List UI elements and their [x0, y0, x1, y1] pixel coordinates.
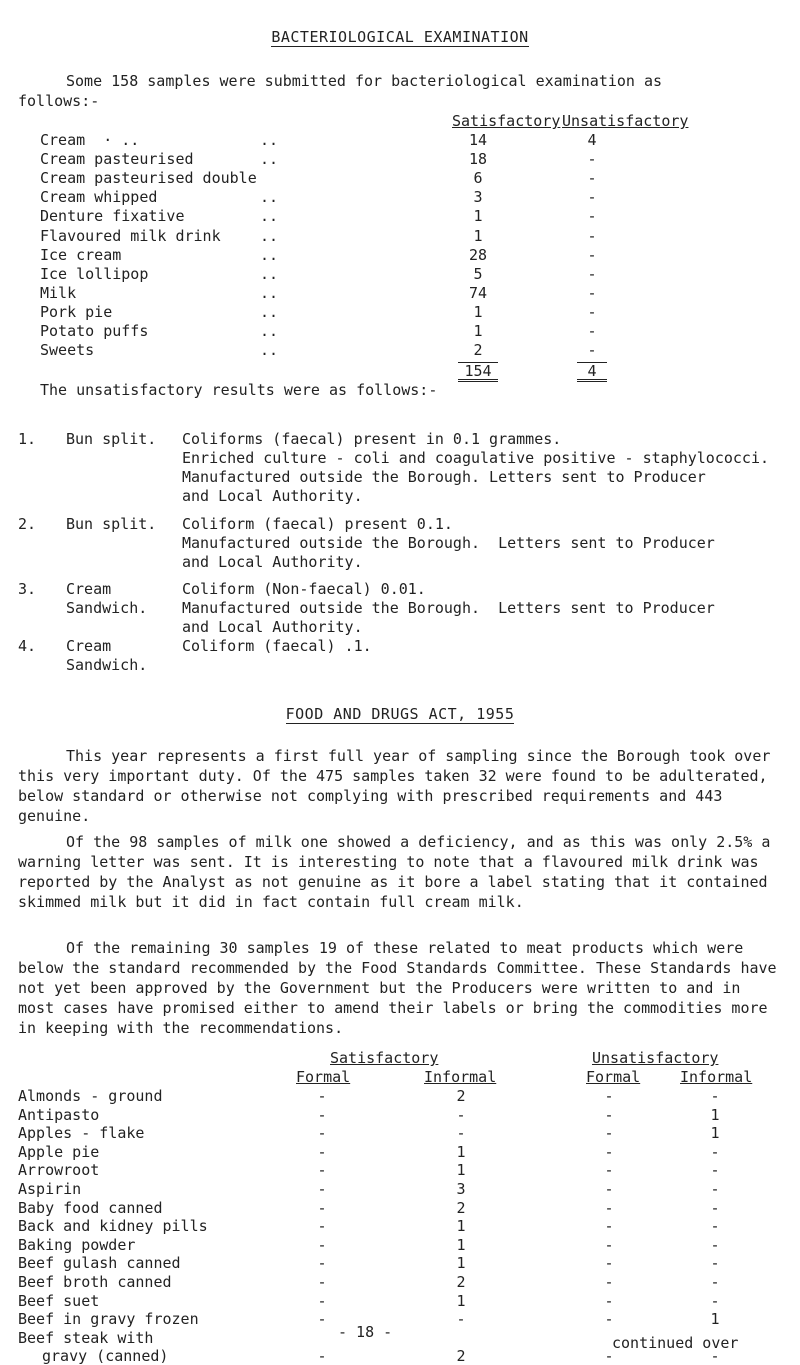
fd-row-value: - — [604, 1254, 614, 1273]
fd-subheader-formal-unsat: Formal — [586, 1068, 641, 1086]
bact-row-item: Milk — [40, 283, 77, 302]
fd-row-value: - — [317, 1235, 327, 1254]
fd-row-value: 1 — [710, 1105, 720, 1124]
fd-row-value: - — [604, 1347, 614, 1365]
unsat-item-number: 2. — [18, 515, 37, 533]
fd-subheader-formal-sat: Formal — [296, 1068, 351, 1086]
bact-row-satisfactory: 2 — [473, 341, 483, 360]
fd-row-value: - — [604, 1105, 614, 1124]
fd-row-value: - — [710, 1347, 720, 1365]
bact-row-satisfactory: 1 — [473, 302, 483, 321]
fd-row-value: 2 — [456, 1198, 466, 1217]
fd-row-item: Aspirin — [18, 1180, 82, 1198]
bact-row-satisfactory: 28 — [468, 245, 488, 264]
bact-row-item: Sweets — [40, 341, 95, 360]
fd-row-value: - — [710, 1142, 720, 1161]
fd-row-value: 1 — [710, 1124, 720, 1143]
fd-row-item: Beef steak with — [18, 1328, 154, 1347]
fd-row-value: - — [710, 1254, 720, 1273]
bact-row-satisfactory: 3 — [473, 188, 483, 207]
fd-row-item-line2: gravy (canned) — [42, 1347, 169, 1365]
fd-row-value: - — [604, 1180, 614, 1198]
bact-total-unsatisfactory: 4 — [577, 362, 607, 382]
bact-row-unsatisfactory: 4 — [587, 131, 597, 149]
fd-row-value: - — [710, 1291, 720, 1310]
unsat-item-detail: and Local Authority. — [182, 618, 363, 636]
bact-row-unsatisfactory: - — [587, 245, 597, 264]
bact-row-satisfactory: 74 — [468, 283, 488, 302]
bact-row-item: Cream whipped — [40, 188, 158, 207]
unsat-item-detail: Manufactured outside the Borough. Letters sent to Producer — [182, 534, 715, 552]
unsat-item-detail: and Local Authority. — [182, 487, 363, 505]
fd-row-value: - — [456, 1310, 466, 1329]
fd-row-value: - — [710, 1235, 720, 1254]
fd-row-value: 1 — [456, 1161, 466, 1180]
unsat-item-name: Bun split. — [66, 515, 157, 533]
fd-row-value: - — [317, 1087, 327, 1105]
bact-row-item: Cream · .. — [40, 131, 140, 149]
fd-row-value: - — [604, 1142, 614, 1161]
paragraph-3: Of the remaining 30 samples 19 of these related to meat products which were below the standard recommended by the Food Standards Committee. These Standards have not yet been approved by the Government but the Producers were written to and in most cases have promised either to amend their labels or bring the commodities more in keeping with the recommendations. — [18, 939, 777, 1037]
bact-row-unsatisfactory: - — [587, 169, 597, 188]
fd-row-value: 3 — [456, 1180, 466, 1198]
paragraph-2: Of the 98 samples of milk one showed a deficiency, and as this was only 2.5% a warning letter was sent. It is interesting to note that a flavoured milk drink was reported by the Analyst as not genuine as it bore a label stating that it contained skimmed milk but it did in fact contain full cream milk. — [18, 833, 771, 911]
fd-row-value: - — [604, 1217, 614, 1236]
intro-line-1: Some 158 samples were submitted for bacteriological examination as — [66, 72, 663, 90]
bact-row-unsatisfactory: - — [587, 302, 597, 321]
unsat-item-name: Bun split. — [66, 430, 157, 448]
bact-row-item: Potato puffs — [40, 322, 149, 340]
bact-row-item: Flavoured milk drink — [40, 226, 221, 245]
bact-row-satisfactory: 1 — [473, 207, 483, 226]
fd-row-value: - — [604, 1161, 614, 1180]
paragraph-1: This year represents a first full year of sampling since the Borough took over this very important duty. Of the 475 samples taken 32 were found to be adulterated, below standard or otherwise not complying with prescribed requirements and 443 genuine. — [18, 747, 771, 825]
section-title-food-drugs: FOOD AND DRUGS ACT, 1955 — [285, 705, 515, 723]
bact-row-satisfactory: 1 — [473, 226, 483, 245]
fd-row-value: - — [317, 1347, 327, 1365]
fd-row-value: - — [317, 1273, 327, 1291]
fd-row-value: - — [710, 1161, 720, 1180]
fd-row-item: Beef in gravy frozen — [18, 1310, 199, 1329]
fd-row-value: - — [710, 1180, 720, 1198]
fd-row-item: Beef gulash canned — [18, 1254, 181, 1273]
fd-row-item: Beef suet — [18, 1291, 100, 1310]
fd-header-satisfactory: Satisfactory — [330, 1049, 439, 1067]
unsat-item-name: Cream — [66, 637, 112, 655]
bact-row-dots: .. — [260, 188, 279, 207]
bact-row-dots: .. — [260, 302, 279, 321]
fd-row-value: 1 — [710, 1310, 720, 1329]
fd-row-value: - — [710, 1273, 720, 1291]
fd-row-item: Apple pie — [18, 1142, 100, 1161]
bact-row-unsatisfactory: - — [587, 322, 597, 340]
bact-row-unsatisfactory: - — [587, 226, 597, 245]
fd-row-value: 1 — [456, 1291, 466, 1310]
bact-row-dots: .. — [260, 207, 279, 226]
bact-row-dots: .. — [260, 264, 279, 283]
fd-row-value: - — [604, 1087, 614, 1105]
bact-row-item: Ice lollipop — [40, 264, 149, 283]
fd-row-value: - — [456, 1124, 466, 1143]
unsat-item-detail: and Local Authority. — [182, 553, 363, 571]
unsat-item-detail: Coliform (faecal) present 0.1. — [182, 515, 453, 533]
unsat-item-detail: Manufactured outside the Borough. Letters sent to Producer — [182, 599, 715, 617]
unsat-item-detail: Enriched culture - coli and coagulative positive - staphylococci. — [182, 449, 769, 467]
unsat-item-name-line2: Sandwich. — [66, 599, 148, 617]
fd-row-value: 2 — [456, 1273, 466, 1291]
fd-row-value: - — [456, 1105, 466, 1124]
intro-line-2: follows:- — [18, 92, 100, 110]
bact-row-item: Denture fixative — [40, 207, 185, 226]
fd-row-value: - — [604, 1235, 614, 1254]
unsat-item-detail: Coliform (Non-faecal) 0.01. — [182, 580, 426, 598]
unsat-item-number: 4. — [18, 637, 37, 655]
fd-row-value: - — [604, 1273, 614, 1291]
fd-row-value: - — [710, 1217, 720, 1236]
fd-row-item: Baby food canned — [18, 1198, 163, 1217]
fd-row-item: Antipasto — [18, 1105, 100, 1124]
fd-row-value: 1 — [456, 1217, 466, 1236]
bact-row-item: Cream pasteurised — [40, 150, 194, 169]
fd-row-item: Beef broth canned — [18, 1273, 172, 1291]
bact-row-unsatisfactory: - — [587, 188, 597, 207]
bact-row-item: Pork pie — [40, 302, 113, 321]
continued-note: continued over — [612, 1334, 739, 1352]
fd-row-value: 1 — [456, 1235, 466, 1254]
fd-row-item: Almonds - ground — [18, 1087, 163, 1105]
fd-row-value: 2 — [456, 1347, 466, 1365]
fd-row-value: - — [317, 1291, 327, 1310]
fd-row-value: 1 — [456, 1254, 466, 1273]
fd-subheader-informal-unsat: Informal — [680, 1068, 753, 1086]
bact-total-satisfactory: 154 — [458, 362, 498, 382]
fd-row-value: - — [317, 1180, 327, 1198]
unsat-item-number: 1. — [18, 430, 37, 448]
fd-row-value: - — [317, 1310, 327, 1329]
unsat-item-number: 3. — [18, 580, 37, 598]
bact-row-unsatisfactory: - — [587, 283, 597, 302]
bact-row-unsatisfactory: - — [587, 264, 597, 283]
bact-row-dots: .. — [260, 283, 279, 302]
bact-row-satisfactory: 1 — [473, 322, 483, 340]
bact-row-satisfactory: 5 — [473, 264, 483, 283]
bact-row-dots: .. — [260, 322, 279, 340]
bact-row-dots: .. — [260, 245, 279, 264]
bact-row-dots: .. — [260, 226, 279, 245]
fd-row-item: Back and kidney pills — [18, 1217, 208, 1236]
bact-row-item: Ice cream — [40, 245, 122, 264]
unsat-item-detail: Manufactured outside the Borough. Letters sent to Producer — [182, 468, 706, 486]
fd-row-item: Arrowroot — [18, 1161, 100, 1180]
bact-row-unsatisfactory: - — [587, 150, 597, 169]
bact-header-unsatisfactory: Unsatisfactory — [562, 112, 689, 130]
fd-row-value: - — [604, 1198, 614, 1217]
fd-header-unsatisfactory: Unsatisfactory — [592, 1049, 719, 1067]
fd-row-value: 1 — [456, 1142, 466, 1161]
fd-row-value: - — [604, 1124, 614, 1143]
bact-row-satisfactory: 18 — [468, 150, 488, 169]
bact-header-satisfactory: Satisfactory — [452, 112, 561, 130]
fd-row-value: - — [710, 1198, 720, 1217]
bact-row-dots: .. — [260, 131, 279, 149]
bact-row-satisfactory: 14 — [468, 131, 488, 149]
bact-row-unsatisfactory: - — [587, 207, 597, 226]
unsat-item-name-line2: Sandwich. — [66, 656, 148, 674]
fd-row-value: 2 — [456, 1087, 466, 1105]
unsat-item-name: Cream — [66, 580, 112, 598]
bact-row-satisfactory: 6 — [473, 169, 483, 188]
fd-row-value: - — [710, 1087, 720, 1105]
unsatisfactory-intro: The unsatisfactory results were as follows:- — [40, 381, 438, 399]
fd-row-value: - — [604, 1291, 614, 1310]
fd-row-value: - — [317, 1198, 327, 1217]
fd-row-value: - — [317, 1105, 327, 1124]
fd-row-value: - — [317, 1124, 327, 1143]
unsat-item-detail: Coliform (faecal) .1. — [182, 637, 372, 655]
bact-row-item: Cream pasteurised double — [40, 169, 257, 188]
fd-row-value: - — [317, 1142, 327, 1161]
fd-row-value: - — [317, 1217, 327, 1236]
bact-row-dots: .. — [260, 150, 279, 169]
fd-row-value: - — [317, 1161, 327, 1180]
unsat-item-detail: Coliforms (faecal) present in 0.1 grammes. — [182, 430, 562, 448]
bact-row-unsatisfactory: - — [587, 341, 597, 360]
page-title: BACTERIOLOGICAL EXAMINATION — [271, 28, 529, 46]
fd-row-value: - — [317, 1254, 327, 1273]
bact-row-dots: .. — [260, 341, 279, 360]
fd-row-value: - — [604, 1310, 614, 1329]
fd-row-item: Baking powder — [18, 1235, 136, 1254]
fd-row-item: Apples - flake — [18, 1124, 145, 1143]
fd-subheader-informal-sat: Informal — [424, 1068, 497, 1086]
page-number: - 18 - — [338, 1323, 393, 1341]
